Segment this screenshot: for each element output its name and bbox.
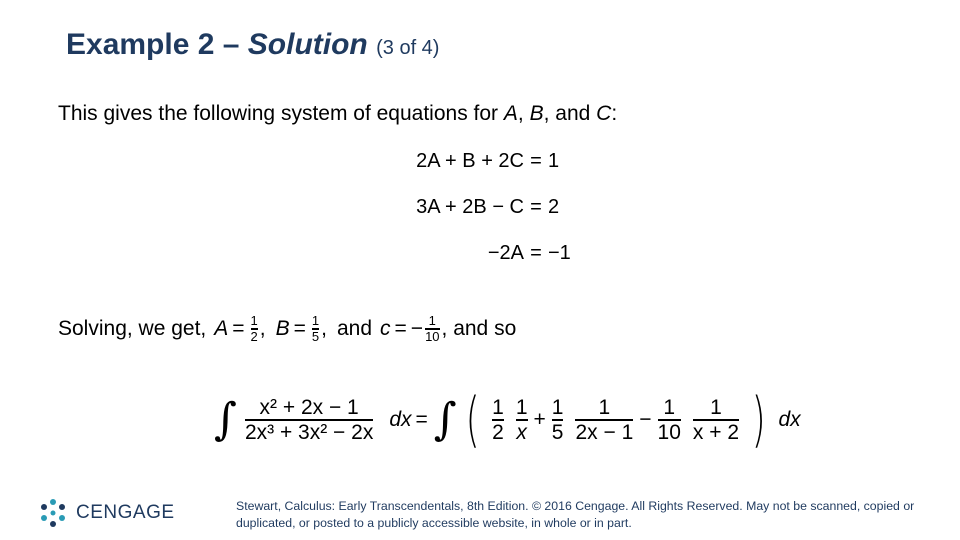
- integrand-fraction: [245, 396, 373, 444]
- frac-num: 1: [492, 396, 504, 420]
- frac-num: x² + 2x − 1: [259, 396, 359, 420]
- fraction-c: [425, 314, 439, 344]
- solution-b-label: B: [275, 317, 290, 341]
- intro-lead: This gives the following system of equations for: [58, 102, 499, 125]
- title-main: Example 2 –: [66, 28, 240, 61]
- solution-prefix: Solving, we get,: [58, 317, 207, 341]
- slide-title: [66, 28, 439, 62]
- equals-sign: =: [530, 242, 542, 264]
- frac-num: 1: [598, 396, 611, 420]
- frac-num: 1: [710, 396, 722, 420]
- equals-sign: =: [415, 408, 428, 431]
- equation-row: [384, 242, 584, 288]
- term3-coef: [658, 396, 681, 444]
- term3-frac: [693, 396, 739, 444]
- equation-rhs: −1: [548, 242, 571, 264]
- comma: ,: [259, 317, 266, 341]
- logo-wordmark: CENGAGE: [76, 502, 175, 523]
- frac-den: 5: [311, 328, 320, 344]
- title-page-count: (3 of 4): [376, 37, 440, 59]
- equals-sign: =: [530, 196, 542, 218]
- plus-sign: +: [533, 408, 546, 431]
- copyright-footer: Stewart, Calculus: Early Transcendentals, 8th Edition. © 2016 Cengage. All Rights Reserved. May not be scanned, copied or duplicated, or posted to a publicly accessible website, in whole or in part.: [236, 499, 915, 530]
- integral-sign: ∫: [214, 394, 237, 445]
- cengage-logo-icon: [38, 498, 68, 528]
- intro-var-c: C: [596, 102, 612, 125]
- solution-c-label: c: [380, 317, 391, 341]
- term2-frac: [575, 396, 633, 444]
- differential: dx: [778, 408, 801, 431]
- integral-equation: [212, 385, 801, 455]
- frac-den: x + 2: [692, 420, 740, 444]
- equals-sign: =: [530, 150, 542, 172]
- minus-sign: −: [410, 317, 424, 341]
- equals-sign: =: [394, 317, 407, 341]
- equation-row: [384, 150, 584, 196]
- solution-math: [214, 314, 441, 344]
- solution-and: and: [336, 317, 373, 341]
- minus-sign: −: [639, 408, 652, 431]
- equation-rhs: 1: [548, 150, 560, 172]
- intro-colon: :: [611, 102, 618, 125]
- solution-line: [58, 314, 516, 344]
- frac-den: 10: [425, 328, 440, 344]
- solution-suffix: , and so: [441, 317, 517, 341]
- equation-lhs: −2A: [487, 242, 524, 264]
- comma: ,: [321, 317, 327, 341]
- intro-sep2: , and: [543, 102, 591, 125]
- differential: dx: [389, 408, 412, 431]
- integral-sign: ∫: [433, 394, 457, 445]
- frac-num: 1: [551, 396, 564, 420]
- term2-coef: [552, 396, 564, 444]
- frac-den: 10: [657, 420, 681, 444]
- equation-system: [384, 150, 584, 288]
- frac-den: x: [516, 420, 527, 444]
- term1-frac: [516, 396, 528, 444]
- equals-sign: =: [293, 317, 306, 341]
- term1-coef: [492, 396, 504, 444]
- intro-sep1: ,: [517, 102, 524, 125]
- frac-den: 2x³ + 3x² − 2x: [244, 420, 374, 444]
- equation-row: [384, 196, 584, 242]
- title-emphasis: Solution: [247, 28, 368, 61]
- equation-lhs: 3A + 2B − C: [416, 196, 524, 218]
- intro-var-a: A: [503, 102, 518, 125]
- fraction-a: [251, 314, 258, 344]
- frac-den: 2: [492, 420, 504, 444]
- frac-num: 1: [250, 313, 258, 328]
- intro-var-b: B: [529, 102, 544, 125]
- equals-sign: =: [232, 317, 245, 341]
- fraction-b: [312, 314, 319, 344]
- frac-den: 2: [250, 328, 258, 344]
- intro-text: [58, 102, 617, 126]
- solution-a-label: A: [214, 317, 229, 341]
- cengage-logo: [38, 498, 175, 528]
- frac-num: 1: [428, 313, 436, 328]
- frac-num: 1: [663, 396, 676, 420]
- equation-lhs: 2A + B + 2C: [416, 150, 524, 172]
- frac-num: 1: [515, 396, 528, 420]
- frac-den: 5: [551, 420, 564, 444]
- frac-den: 2x − 1: [575, 420, 634, 444]
- equation-rhs: 2: [548, 196, 560, 218]
- frac-num: 1: [311, 313, 320, 328]
- right-paren: ): [751, 385, 766, 455]
- left-paren: (: [465, 385, 480, 455]
